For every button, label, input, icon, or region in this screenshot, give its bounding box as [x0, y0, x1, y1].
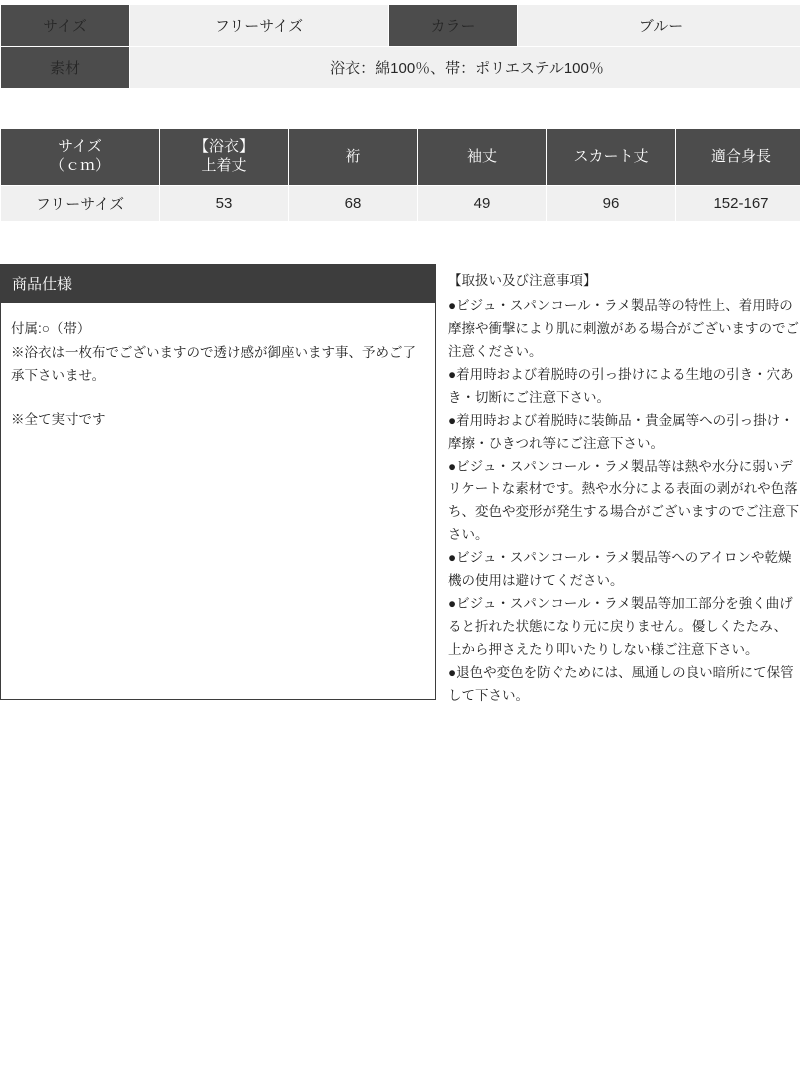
measure-cell-sleeve: 49 — [418, 186, 547, 222]
list-item: ●ビジュ・スパンコール・ラメ製品等加工部分を強く曲げると折れた状態になり元に戻りません。優しくたたみ、上から押さえたり叩いたりしない様ご注意下さい。 — [448, 596, 793, 657]
measure-header-yuki: 裄 — [289, 129, 418, 186]
size-value-cell: フリーサイズ — [130, 5, 389, 47]
care-instructions-list — [448, 295, 800, 708]
measure-header-sleeve: 袖丈 — [418, 129, 547, 186]
measure-header-height: 適合身長 — [676, 129, 800, 186]
color-label-cell: カラー — [389, 5, 518, 47]
measure-header-size — [1, 129, 160, 186]
measure-header-skirt: スカート丈 — [547, 129, 676, 186]
care-instructions-title: 【取扱い及び注意事項】 — [448, 273, 597, 288]
measure-header-length-line2: 上着丈 — [201, 157, 247, 174]
care-instructions-panel — [448, 270, 800, 708]
size-label-cell: サイズ — [1, 5, 130, 47]
product-spec-panel-title: 商品仕様 — [0, 264, 436, 303]
table-header-row — [1, 129, 800, 186]
list-item: ●着用時および着脱時の引っ掛けによる生地の引き・穴あき・切断にご注意下さい。 — [448, 366, 794, 405]
measure-cell-height: 152-167 — [676, 186, 800, 222]
table-row — [1, 186, 800, 222]
product-spec-panel-body — [0, 303, 436, 700]
spec-line-note: ※全て実寸です — [11, 411, 106, 427]
measure-cell-skirt: 96 — [547, 186, 676, 222]
measure-cell-length: 53 — [160, 186, 289, 222]
spec-line-accessory: 付属:○（帯） — [11, 321, 91, 336]
top-spec-table — [0, 4, 800, 89]
measurement-table — [0, 128, 800, 222]
measure-header-length — [160, 129, 289, 186]
measure-cell-size: フリーサイズ — [1, 186, 160, 222]
measure-cell-yuki: 68 — [289, 186, 418, 222]
list-item: ●ビジュ・スパンコール・ラメ製品等は熱や水分に弱いデリケートな素材です。熱や水分による表面の剥がれや色落ち、変色や変形が発生する場合がございますのでご注意下さい。 — [448, 458, 799, 543]
table-row — [1, 47, 800, 89]
spec-line-sheerness: ※浴衣は一枚布でございますので透け感が御座います事、予めご了承下さいませ。 — [11, 344, 416, 384]
measure-header-size-line2: （ｃｍ） — [49, 157, 110, 174]
table-row — [1, 5, 800, 47]
list-item: ●着用時および着脱時に装飾品・貴金属等への引っ掛け・摩擦・ひきつれ等にご注意下さい。 — [448, 412, 794, 451]
material-value-cell: 浴衣：綿100％、帯：ポリエステル100％ — [130, 47, 800, 89]
material-label-cell: 素材 — [1, 47, 130, 89]
list-item: ●退色や変色を防ぐためには、風通しの良い暗所にて保管して下さい。 — [448, 664, 794, 703]
product-spec-panel — [0, 264, 436, 700]
list-item: ●ビジュ・スパンコール・ラメ製品等の特性上、着用時の摩擦や衝撃により肌に刺激がある場合がございますのでご注意ください。 — [448, 297, 799, 359]
color-value-cell: ブルー — [518, 5, 800, 47]
list-item: ●ビジュ・スパンコール・ラメ製品等へのアイロンや乾燥機の使用は避けてください。 — [448, 550, 792, 589]
measure-header-length-line1: 【浴衣】 — [193, 138, 254, 156]
measure-header-size-line1: サイズ — [58, 138, 102, 156]
